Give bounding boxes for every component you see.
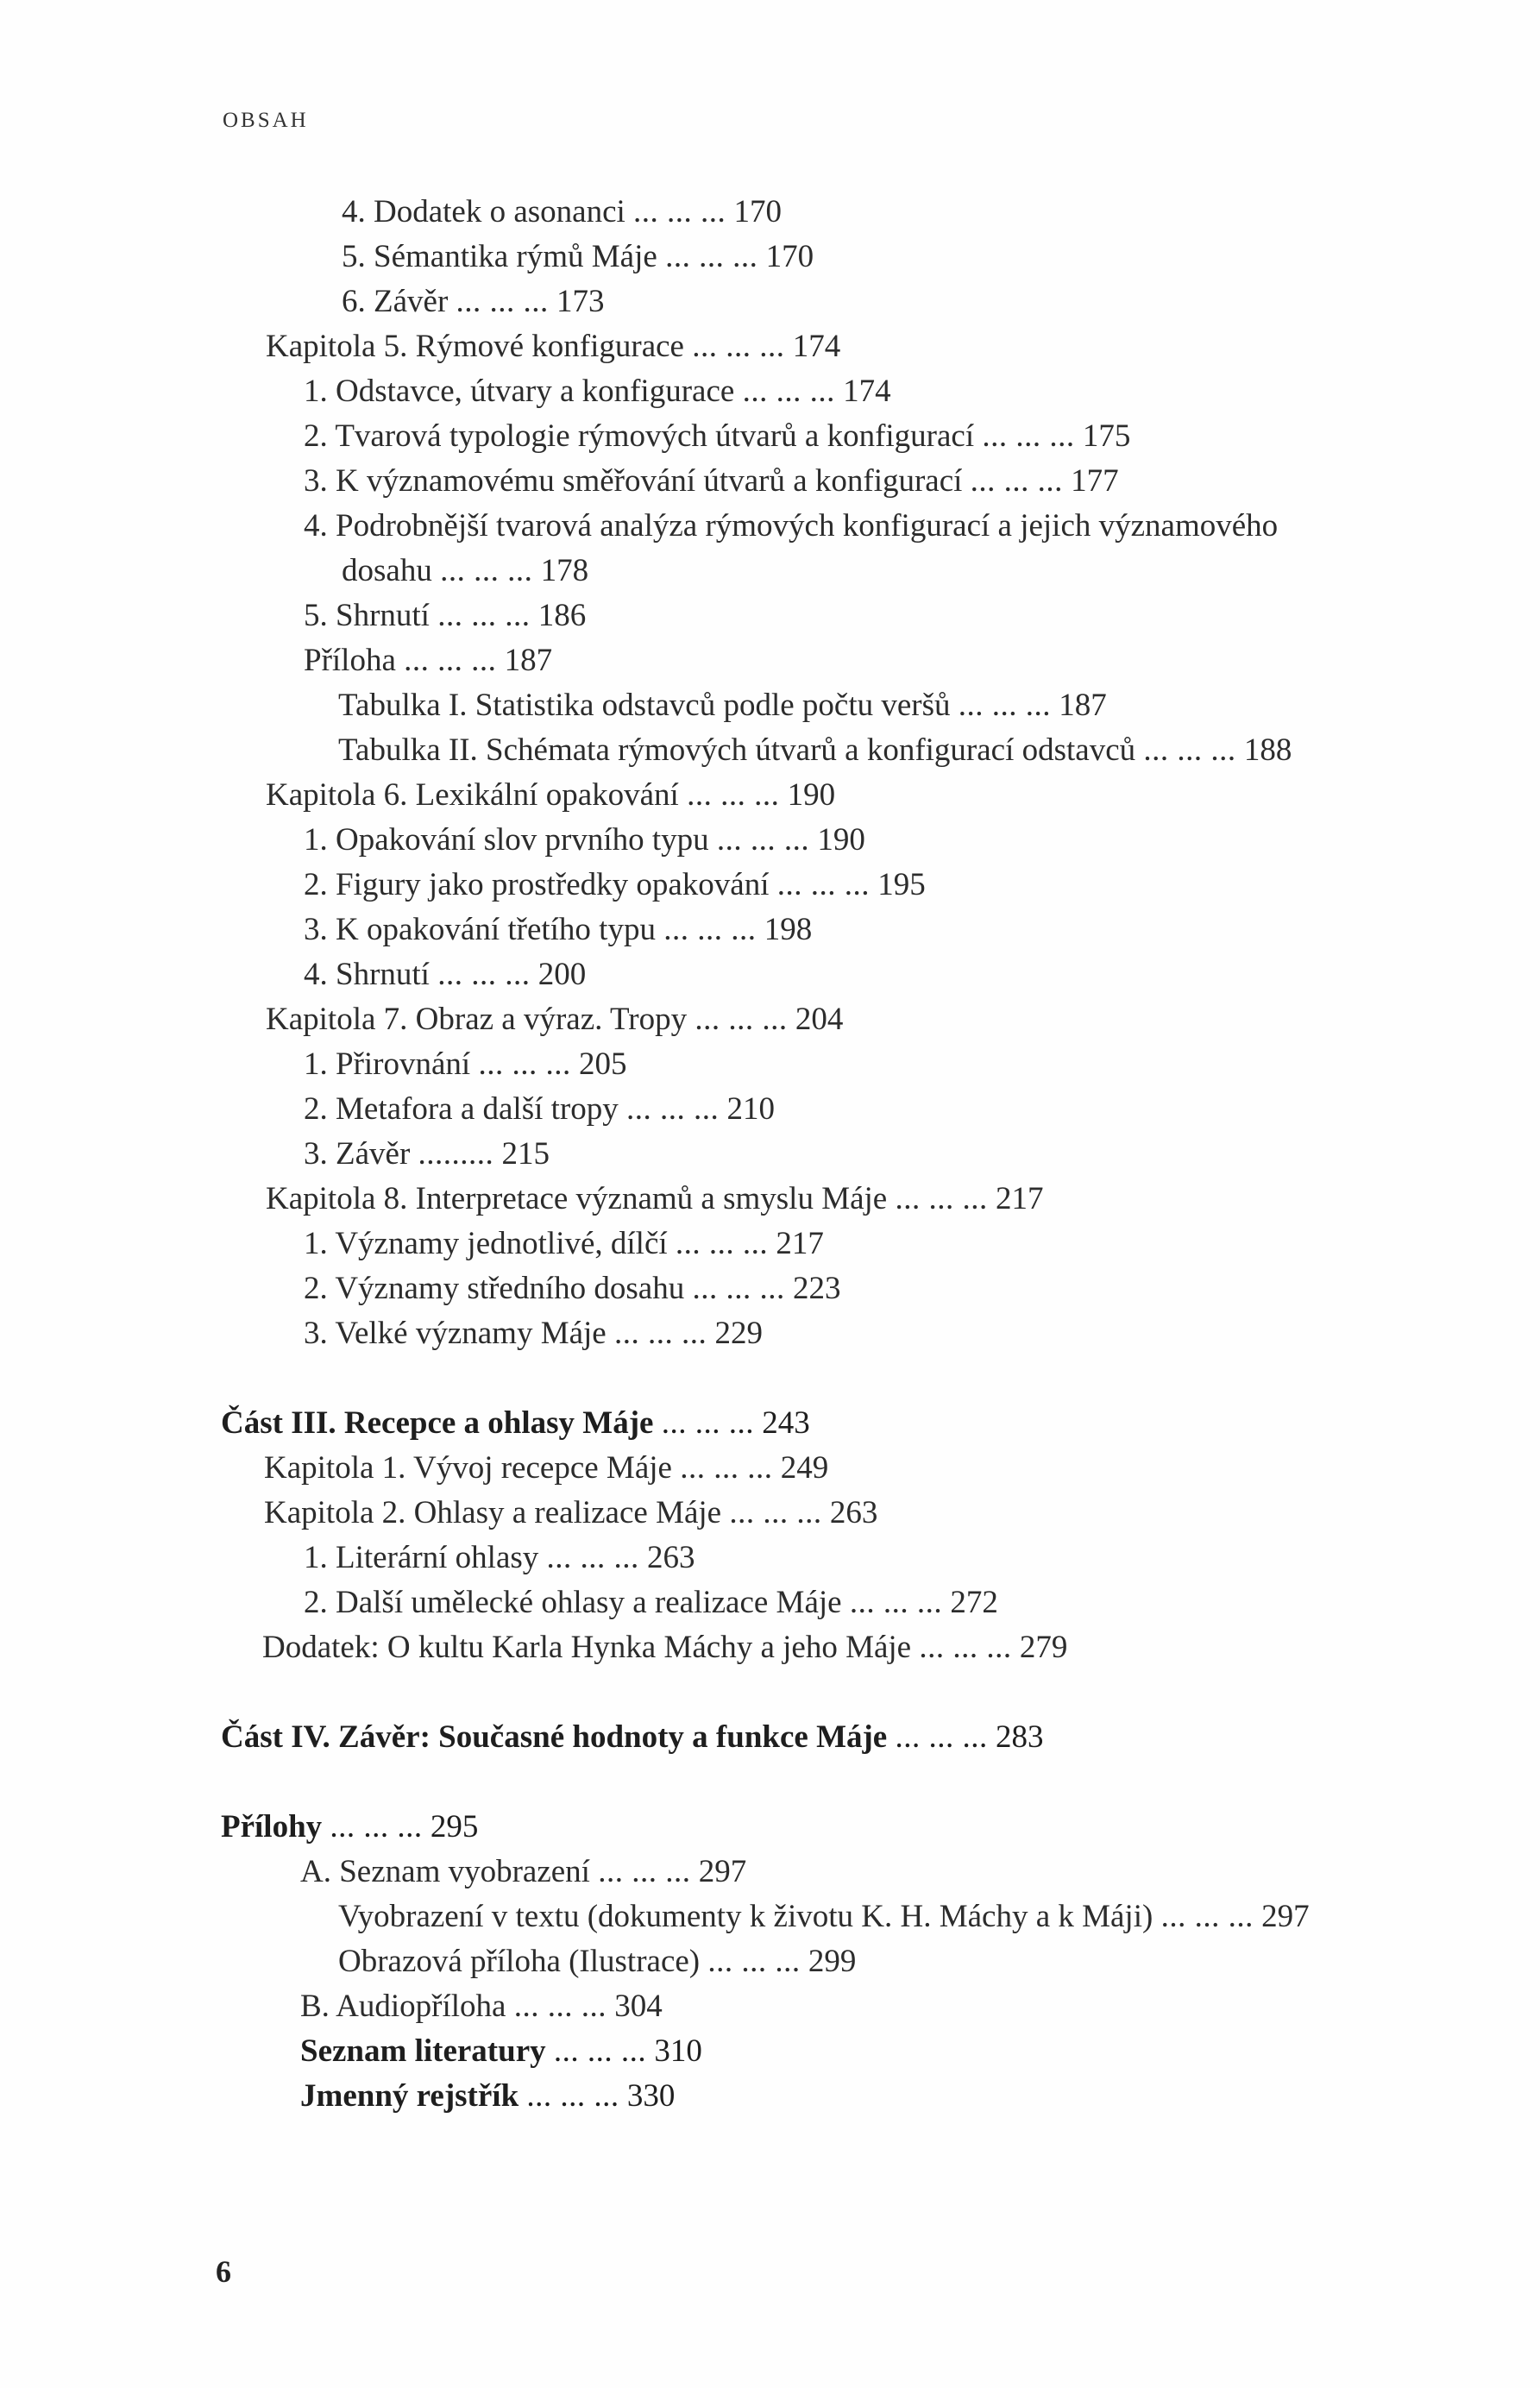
toc-entry-page-number: 217 xyxy=(776,1226,824,1261)
toc-entry-title: Přílohy xyxy=(221,1809,323,1844)
toc-entry-leader-dots: ......... xyxy=(418,1136,494,1172)
toc-entry-title: 2. Další umělecké ohlasy a realizace Máje xyxy=(304,1585,842,1620)
toc-entry-page-number: 170 xyxy=(733,194,783,229)
toc-entry-leader-dots: ... ... ... xyxy=(456,284,549,319)
toc-entry xyxy=(300,1850,746,1895)
toc-entry xyxy=(304,818,865,863)
toc-entry-page-number: 263 xyxy=(829,1495,878,1530)
toc-entry-page-number: 187 xyxy=(504,643,553,678)
toc-entry-leader-dots: ... ... ... xyxy=(958,688,1052,723)
toc-entry xyxy=(262,1625,1067,1670)
toc-entry-page-number: 175 xyxy=(1082,418,1131,454)
toc-entry-title: Vyobrazení v textu (dokumenty k životu K. H. Máchy a k Máji) xyxy=(338,1899,1153,1934)
running-head: OBSAH xyxy=(223,109,309,132)
toc-entry-page-number: 229 xyxy=(714,1316,763,1351)
toc-entry-title: Kapitola 5. Rýmové konfigurace xyxy=(266,329,684,364)
toc-entry xyxy=(304,1042,626,1087)
toc-entry-page-number: 272 xyxy=(950,1585,998,1620)
toc-entry-leader-dots: ... ... ... xyxy=(613,1316,707,1351)
toc-entry-title: 3. K významovému směřování útvarů a konfigurací xyxy=(304,463,963,499)
toc-entry-page-number: 177 xyxy=(1071,463,1119,499)
toc-entry xyxy=(304,638,552,683)
toc-entry-page-number: 304 xyxy=(614,1989,663,2024)
toc-entry-page-number: 178 xyxy=(540,553,589,588)
toc-entry-title: Kapitola 1. Vývoj recepce Máje xyxy=(264,1450,672,1486)
toc-entry-leader-dots: ... ... ... xyxy=(919,1630,1012,1665)
toc-entry-leader-dots: ... ... ... xyxy=(626,1091,720,1127)
toc-entry-title: 2. Metafora a další tropy xyxy=(304,1091,619,1127)
toc-entry-leader-dots: ... ... ... xyxy=(895,1181,988,1216)
toc-entry-title: 5. Sémantika rýmů Máje xyxy=(342,239,657,274)
toc-entry-title: 4. Shrnutí xyxy=(304,957,430,992)
toc-entry-leader-dots: ... ... ... xyxy=(742,374,835,409)
toc-entry-title: 5. Shrnutí xyxy=(304,598,430,633)
toc-entry-title: Tabulka II. Schémata rýmových útvarů a konfigurací odstavců xyxy=(338,732,1136,768)
toc-entry-page-number: 210 xyxy=(726,1091,775,1127)
toc-entry-leader-dots: ... ... ... xyxy=(695,1002,788,1037)
toc-entry xyxy=(266,997,843,1042)
toc-entry-page-number: 195 xyxy=(877,867,926,902)
toc-entry-title: 6. Závěr xyxy=(342,284,449,319)
toc-entry-leader-dots: ... ... ... xyxy=(526,2078,619,2114)
toc-entry-leader-dots: ... ... ... xyxy=(680,1450,773,1486)
toc-entry-title: A. Seznam vyobrazení xyxy=(300,1854,590,1889)
toc-entry-page-number: 297 xyxy=(1261,1899,1310,1934)
toc-entry xyxy=(300,2029,702,2074)
toc-entry-title: 1. Opakování slov prvního typu xyxy=(304,822,709,858)
toc-entry-page-number: 215 xyxy=(501,1136,550,1172)
toc-entry-leader-dots: ... ... ... xyxy=(716,822,810,858)
toc-entry-leader-dots: ... ... ... xyxy=(707,1944,801,1979)
toc-entry xyxy=(221,1715,1043,1760)
toc-entry-leader-dots: ... ... ... xyxy=(849,1585,943,1620)
toc-entry xyxy=(304,504,1278,549)
toc-entry-title: 2. Významy středního dosahu xyxy=(304,1271,685,1306)
toc-entry xyxy=(304,1311,763,1356)
toc-entry-page-number: 200 xyxy=(537,957,587,992)
page-number: 6 xyxy=(216,2254,231,2289)
toc-entry-page-number: 170 xyxy=(765,239,814,274)
toc-entry xyxy=(221,1401,810,1446)
toc-entry xyxy=(342,235,814,280)
toc-entry-leader-dots: ... ... ... xyxy=(404,643,497,678)
toc-entry-page-number: 174 xyxy=(843,374,891,409)
toc-entry-title: Seznam literatury xyxy=(300,2033,546,2069)
toc-entry-leader-dots: ... ... ... xyxy=(513,1989,607,2024)
toc-entry-page-number: 217 xyxy=(995,1181,1044,1216)
toc-entry-page-number: 198 xyxy=(764,912,813,947)
toc-entry-title: Kapitola 7. Obraz a výraz. Tropy xyxy=(266,1002,688,1037)
toc-entry-page-number: 263 xyxy=(647,1540,695,1575)
toc-entry-title: Kapitola 8. Interpretace významů a smyslu Máje xyxy=(266,1181,888,1216)
toc-entry-title: 3. Závěr xyxy=(304,1136,411,1172)
toc-entry-leader-dots: ... ... ... xyxy=(1143,732,1236,768)
toc-entry-leader-dots: ... ... ... xyxy=(1160,1899,1254,1934)
toc-entry-title: Dodatek: O kultu Karla Hynka Máchy a jeho Máje xyxy=(262,1630,912,1665)
toc-entry xyxy=(300,2074,675,2119)
toc-entry-title: 1. Odstavce, útvary a konfigurace xyxy=(304,374,735,409)
toc-entry xyxy=(221,1805,478,1850)
toc-entry-title: 1. Významy jednotlivé, dílčí xyxy=(304,1226,668,1261)
toc-entry xyxy=(264,1491,877,1536)
toc-entry-leader-dots: ... ... ... xyxy=(440,553,533,588)
toc-entry-title: Příloha xyxy=(304,643,396,678)
toc-entry-title: 2. Tvarová typologie rýmových útvarů a konfigurací xyxy=(304,418,975,454)
toc-entry-title: 4. Podrobnější tvarová analýza rýmových konfigurací a jejich významového xyxy=(304,508,1279,544)
toc-entry xyxy=(304,908,812,952)
toc-entry-leader-dots: ... ... ... xyxy=(663,912,757,947)
toc-entry-page-number: 190 xyxy=(817,822,865,858)
toc-entry xyxy=(304,414,1130,459)
toc-entry-leader-dots: ... ... ... xyxy=(982,418,1075,454)
toc-entry xyxy=(264,1446,828,1491)
toc-entry xyxy=(266,324,840,369)
toc-entry xyxy=(304,594,586,638)
toc-entry xyxy=(304,1266,840,1311)
toc-entry-leader-dots: ... ... ... xyxy=(675,1226,769,1261)
toc-entry-page-number: 223 xyxy=(792,1271,841,1306)
toc-entry-title: B. Audiopříloha xyxy=(300,1989,506,2024)
toc-entry-page-number: 187 xyxy=(1059,688,1107,723)
toc-entry-title: dosahu xyxy=(342,553,432,588)
toc-entry xyxy=(338,1939,856,1984)
toc-entry-title: Část IV. Závěr: Současné hodnoty a funkce Máje xyxy=(221,1719,888,1755)
toc-entry-leader-dots: ... ... ... xyxy=(776,867,870,902)
toc-entry-title: 4. Dodatek o asonanci xyxy=(342,194,625,229)
toc-entry-page-number: 279 xyxy=(1019,1630,1068,1665)
toc-entry-page-number: 299 xyxy=(808,1944,857,1979)
toc-entry-page-number: 174 xyxy=(792,329,841,364)
toc-entry xyxy=(342,280,605,324)
toc-entry-title: Jmenný rejstřík xyxy=(300,2078,519,2114)
toc-entry-title: Obrazová příloha (Ilustrace) xyxy=(338,1944,701,1979)
toc-entry-page-number: 295 xyxy=(430,1809,479,1844)
toc-entry xyxy=(304,459,1119,504)
toc-entry-page-number: 330 xyxy=(626,2078,676,2114)
toc-entry-leader-dots: ... ... ... xyxy=(330,1809,423,1844)
toc-entry-leader-dots: ... ... ... xyxy=(895,1719,988,1755)
toc-entry-page-number: 283 xyxy=(995,1719,1044,1755)
toc-entry-title: 1. Přirovnání xyxy=(304,1046,471,1082)
toc-entry-page-number: 204 xyxy=(795,1002,844,1037)
toc-entry-title: 1. Literární ohlasy xyxy=(304,1540,539,1575)
toc-entry xyxy=(304,952,586,997)
toc-entry-leader-dots: ... ... ... xyxy=(553,2033,647,2069)
toc-entry-page-number: 188 xyxy=(1243,732,1292,768)
toc-entry xyxy=(266,1177,1043,1222)
toc-entry xyxy=(304,1132,550,1177)
toc-entry-title: Tabulka I. Statistika odstavců podle počtu veršů xyxy=(338,688,951,723)
toc-entry-title: Kapitola 2. Ohlasy a realizace Máje xyxy=(264,1495,722,1530)
toc-entry-title: 3. K opakování třetího typu xyxy=(304,912,656,947)
toc-entry-leader-dots: ... ... ... xyxy=(692,329,785,364)
toc-entry-leader-dots: ... ... ... xyxy=(970,463,1063,499)
toc-entry-page-number: 205 xyxy=(578,1046,627,1082)
toc-entry xyxy=(304,1536,695,1580)
toc-entry xyxy=(338,1895,1310,1939)
toc-entry-page-number: 190 xyxy=(787,777,836,813)
toc-entry-leader-dots: ... ... ... xyxy=(687,777,780,813)
toc-entry-leader-dots: ... ... ... xyxy=(692,1271,785,1306)
toc-entry-page-number: 249 xyxy=(780,1450,829,1486)
toc-entry-page-number: 173 xyxy=(556,284,605,319)
toc-entry xyxy=(342,549,588,594)
toc-entry xyxy=(338,683,1107,728)
toc-entry-page-number: 186 xyxy=(537,598,587,633)
toc-entry-title: 3. Velké významy Máje xyxy=(304,1316,607,1351)
toc-entry xyxy=(342,190,782,235)
toc-entry xyxy=(304,369,891,414)
toc-entry-leader-dots: ... ... ... xyxy=(437,957,531,992)
toc-entry-title: Část III. Recepce a ohlasy Máje xyxy=(221,1405,654,1441)
toc-entry-title: Kapitola 6. Lexikální opakování xyxy=(266,777,679,813)
toc-entry-leader-dots: ... ... ... xyxy=(437,598,531,633)
toc-entry xyxy=(300,1984,663,2029)
toc-entry-leader-dots: ... ... ... xyxy=(478,1046,571,1082)
toc-entry-page-number: 310 xyxy=(654,2033,702,2069)
toc-entry-page-number: 297 xyxy=(698,1854,747,1889)
toc-entry-leader-dots: ... ... ... xyxy=(729,1495,822,1530)
toc-entry-leader-dots: ... ... ... xyxy=(633,194,726,229)
toc-entry xyxy=(304,1222,824,1266)
toc-entry xyxy=(304,1580,998,1625)
toc-entry-leader-dots: ... ... ... xyxy=(546,1540,639,1575)
toc-entry-leader-dots: ... ... ... xyxy=(661,1405,754,1441)
toc-entry-leader-dots: ... ... ... xyxy=(598,1854,691,1889)
toc-entry-leader-dots: ... ... ... xyxy=(665,239,758,274)
toc-entry-page-number: 243 xyxy=(762,1405,810,1441)
toc-entry xyxy=(266,773,835,818)
toc-entry xyxy=(304,1087,775,1132)
toc-entry-title: 2. Figury jako prostředky opakování xyxy=(304,867,770,902)
toc-entry xyxy=(304,863,926,908)
toc-entry xyxy=(338,728,1292,773)
